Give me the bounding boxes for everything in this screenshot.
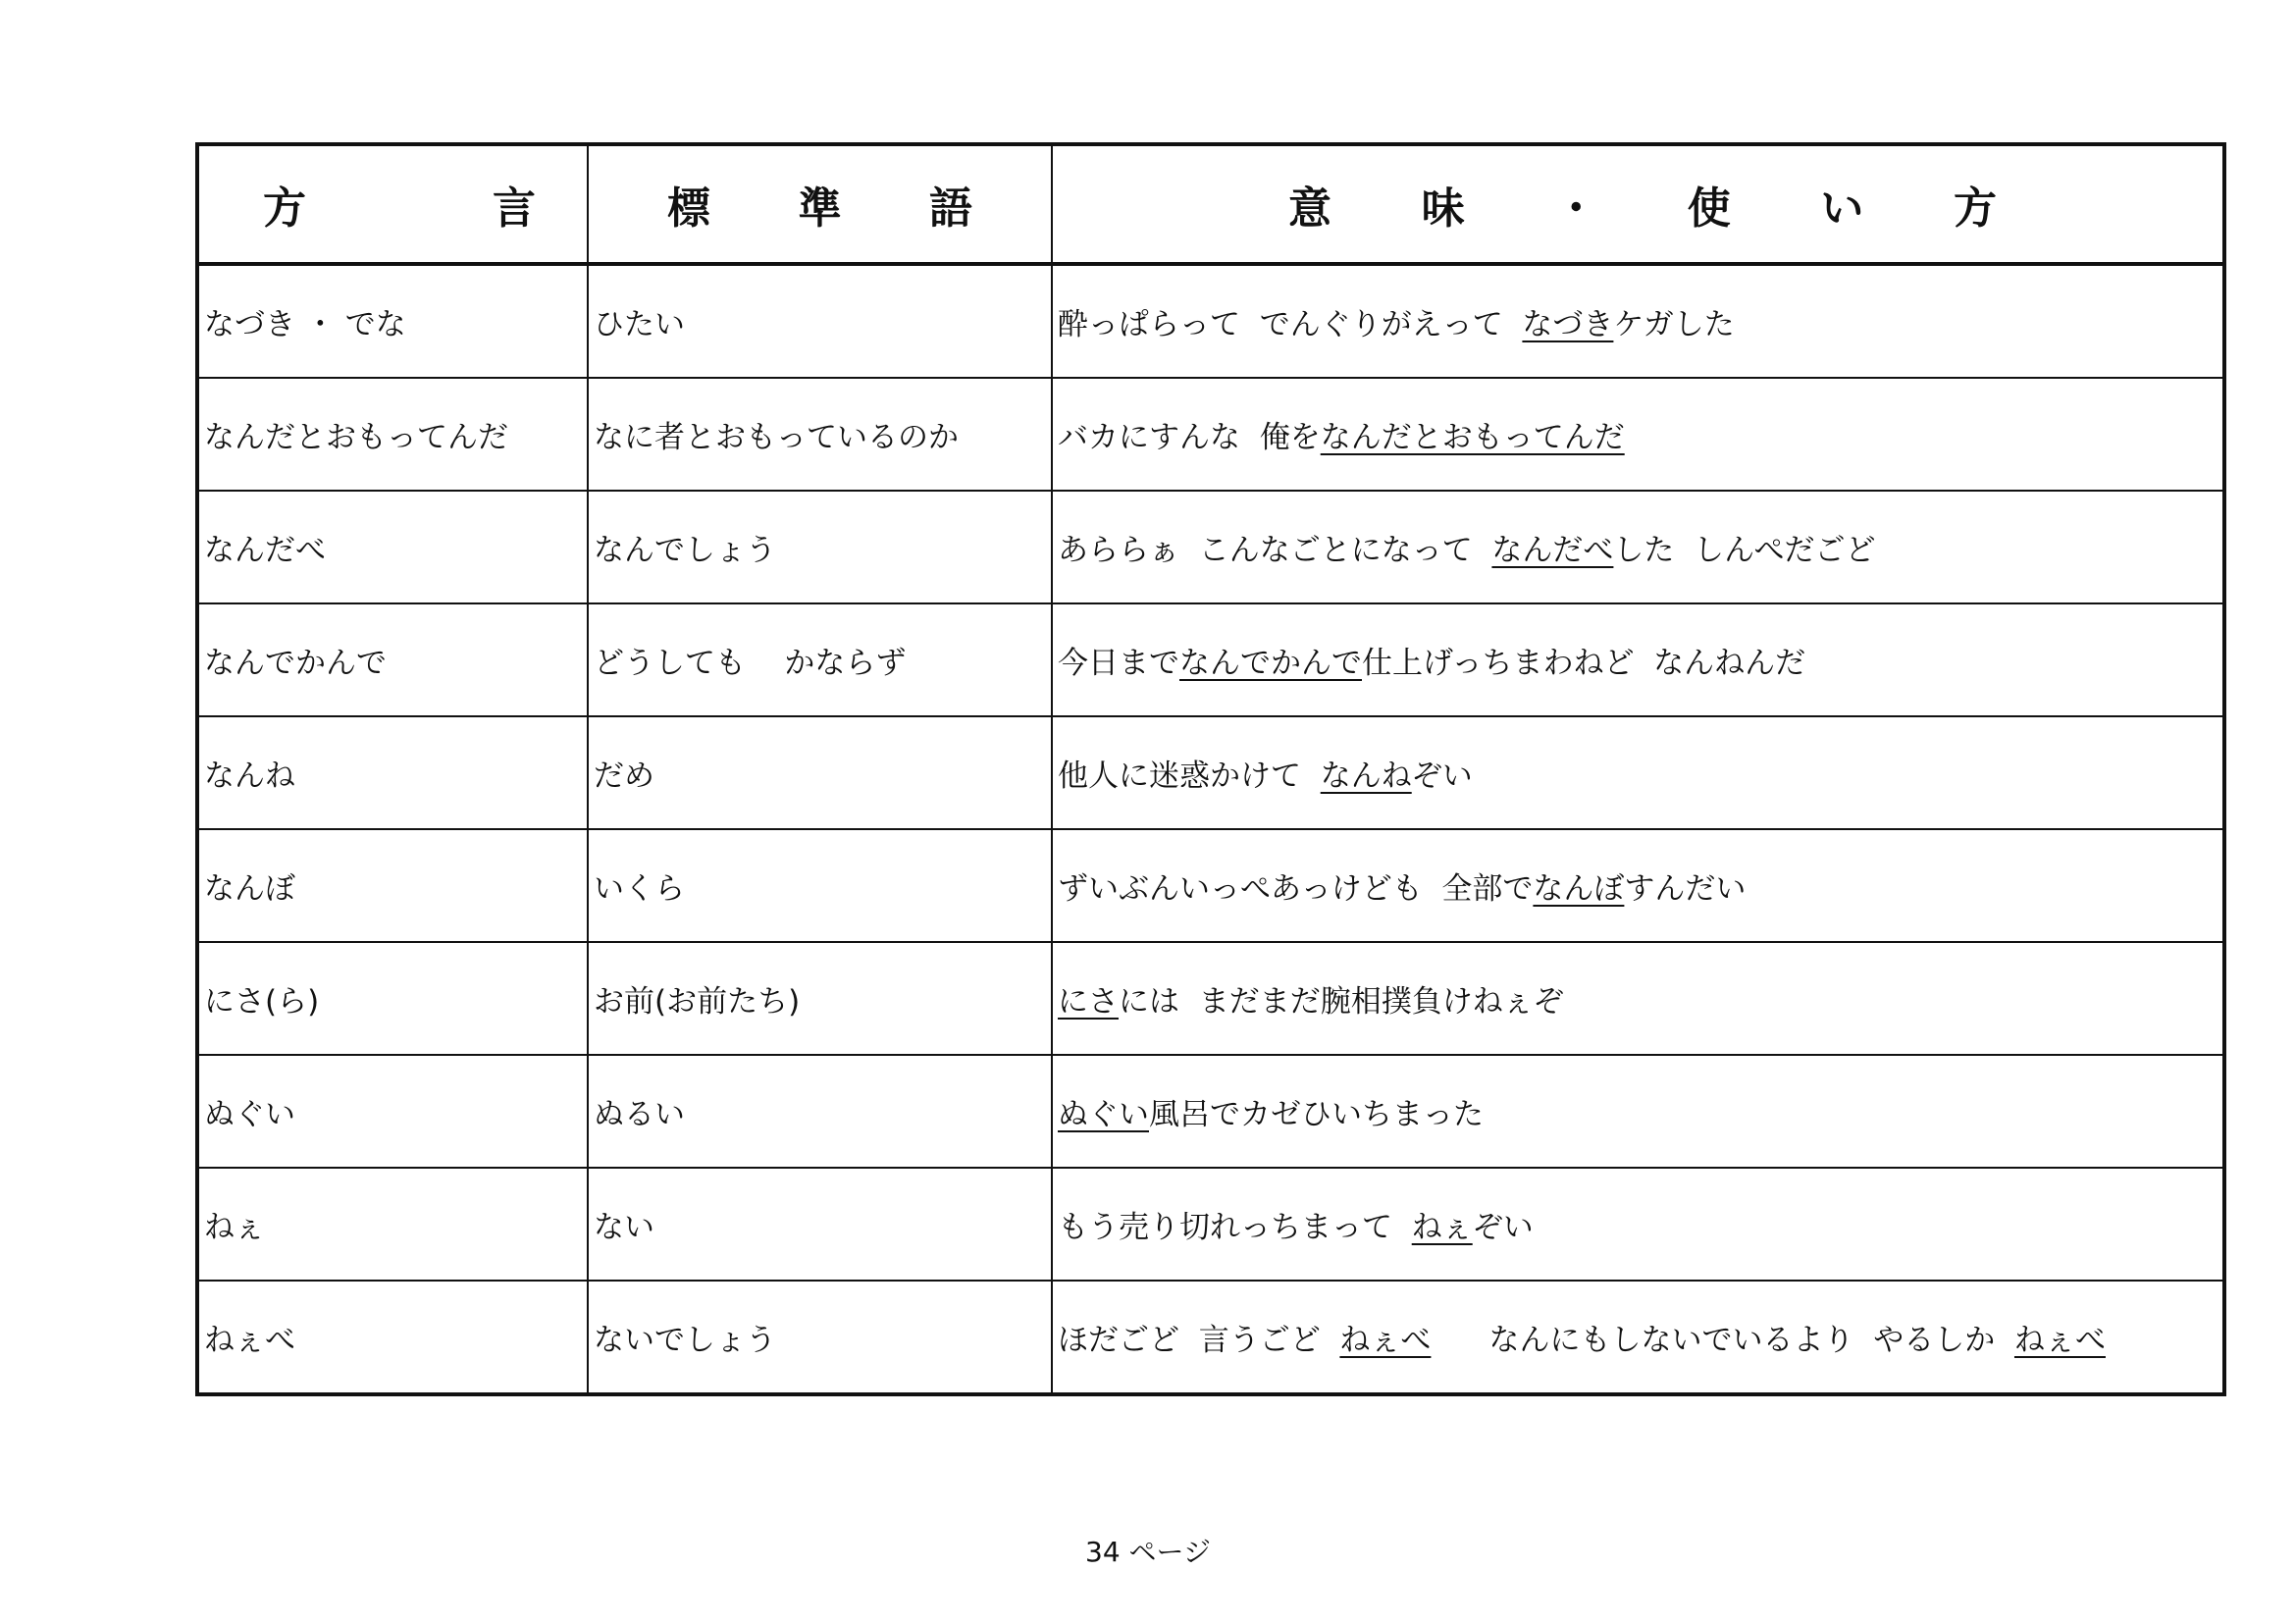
usage-text: 仕上げっちまわねど なんねんだ — [1362, 646, 1806, 681]
dialect-table — [195, 142, 2226, 1396]
usage-cell — [1052, 1055, 2224, 1168]
usage-highlight: なづき — [1522, 307, 1614, 342]
usage-cell — [1052, 716, 2224, 829]
table-row — [197, 1055, 2224, 1168]
table-row — [197, 1168, 2224, 1281]
usage-highlight: ねぇ — [1411, 1210, 1473, 1245]
dialect-cell: なんだとおもってんだ — [197, 378, 588, 491]
usage-cell — [1052, 378, 2224, 491]
header-standard-char: 標 — [667, 183, 710, 234]
table-row — [197, 264, 2224, 378]
dialect-cell: ぬぐい — [197, 1055, 588, 1168]
dialect-cell: ねぇべ — [197, 1281, 588, 1394]
standard-cell: お前(お前たち) — [588, 942, 1052, 1055]
standard-cell: いくら — [588, 829, 1052, 942]
header-usage-char: い — [1820, 183, 1864, 234]
usage-highlight: なんだべ — [1491, 533, 1614, 568]
dialect-cell: なんでかんで — [197, 603, 588, 716]
table-body — [197, 264, 2224, 1394]
standard-cell: だめ — [588, 716, 1052, 829]
table-row — [197, 603, 2224, 716]
usage-text: ケガした — [1613, 307, 1735, 342]
table-row — [197, 378, 2224, 491]
table-row — [197, 491, 2224, 603]
standard-cell: ぬるい — [588, 1055, 1052, 1168]
usage-text: 他人に迷惑かけて — [1058, 759, 1321, 794]
usage-text: なんにもしないでいるより やるしか — [1431, 1323, 2014, 1358]
usage-text: バカにすんな 俺を — [1058, 420, 1321, 455]
table-row — [197, 829, 2224, 942]
table-row — [197, 942, 2224, 1055]
table-row — [197, 716, 2224, 829]
usage-text: 風呂でカゼひいちまった — [1149, 1097, 1484, 1132]
standard-cell: なに者とおもっているのか — [588, 378, 1052, 491]
usage-text: もう売り切れっちまって — [1058, 1210, 1412, 1245]
header-standard-char: 語 — [929, 183, 972, 234]
usage-highlight: ねぇべ — [2013, 1323, 2106, 1358]
standard-cell: なんでしょう — [588, 491, 1052, 603]
usage-highlight: にさ — [1058, 984, 1119, 1020]
dialect-cell: なんぼ — [197, 829, 588, 942]
usage-highlight: なんだとおもってんだ — [1320, 420, 1625, 455]
usage-text: 酔っぱらって でんぐりがえって — [1058, 307, 1523, 342]
header-dialect-char: 言 — [493, 183, 536, 234]
usage-highlight: なんぼ — [1533, 871, 1625, 907]
header-usage-char: 意 — [1288, 183, 1331, 234]
dialect-cell: なんね — [197, 716, 588, 829]
header-usage-char: 使 — [1687, 183, 1731, 234]
standard-cell: ないでしょう — [588, 1281, 1052, 1394]
usage-text: した しんぺだごど — [1613, 533, 1876, 568]
usage-text: には まだまだ腕相撲負けねぇぞ — [1119, 984, 1564, 1020]
standard-cell: ない — [588, 1168, 1052, 1281]
usage-highlight: なんね — [1320, 759, 1412, 794]
table-header-row — [197, 144, 2224, 264]
usage-cell — [1052, 942, 2224, 1055]
usage-text: ぞい — [1411, 759, 1473, 794]
header-usage — [1052, 144, 2224, 264]
header-dialect-char: 方 — [263, 183, 306, 234]
usage-highlight: ぬぐい — [1058, 1097, 1149, 1132]
usage-highlight: ねぇべ — [1339, 1323, 1432, 1358]
usage-text: ずいぶんいっぺあっけども 全部で — [1058, 871, 1534, 907]
header-standard-char: 準 — [798, 183, 842, 234]
dialect-cell: にさ(ら) — [197, 942, 588, 1055]
standard-cell: どうしても かならず — [588, 603, 1052, 716]
header-usage-char: 方 — [1953, 183, 1997, 234]
dialect-cell: なづき ・ でな — [197, 264, 588, 378]
usage-cell — [1052, 1168, 2224, 1281]
table-row — [197, 1281, 2224, 1394]
dialect-cell: ねぇ — [197, 1168, 588, 1281]
usage-text: 今日まで — [1058, 646, 1179, 681]
usage-text: ほだごど 言うごど — [1058, 1323, 1340, 1358]
usage-cell — [1052, 1281, 2224, 1394]
header-usage-char: 味 — [1421, 183, 1465, 234]
page-number: 34 ページ — [1085, 1536, 1211, 1568]
usage-cell — [1052, 603, 2224, 716]
usage-cell — [1052, 491, 2224, 603]
dialect-cell: なんだべ — [197, 491, 588, 603]
header-usage-char: ・ — [1554, 183, 1598, 234]
header-standard — [588, 144, 1052, 264]
usage-cell — [1052, 264, 2224, 378]
usage-text: すんだい — [1624, 871, 1747, 907]
header-dialect — [197, 144, 588, 264]
usage-text: あららぁ こんなごとになって — [1058, 533, 1492, 568]
usage-cell — [1052, 829, 2224, 942]
usage-text: ぞい — [1472, 1210, 1534, 1245]
usage-highlight: なんでかんで — [1179, 646, 1362, 681]
standard-cell: ひたい — [588, 264, 1052, 378]
